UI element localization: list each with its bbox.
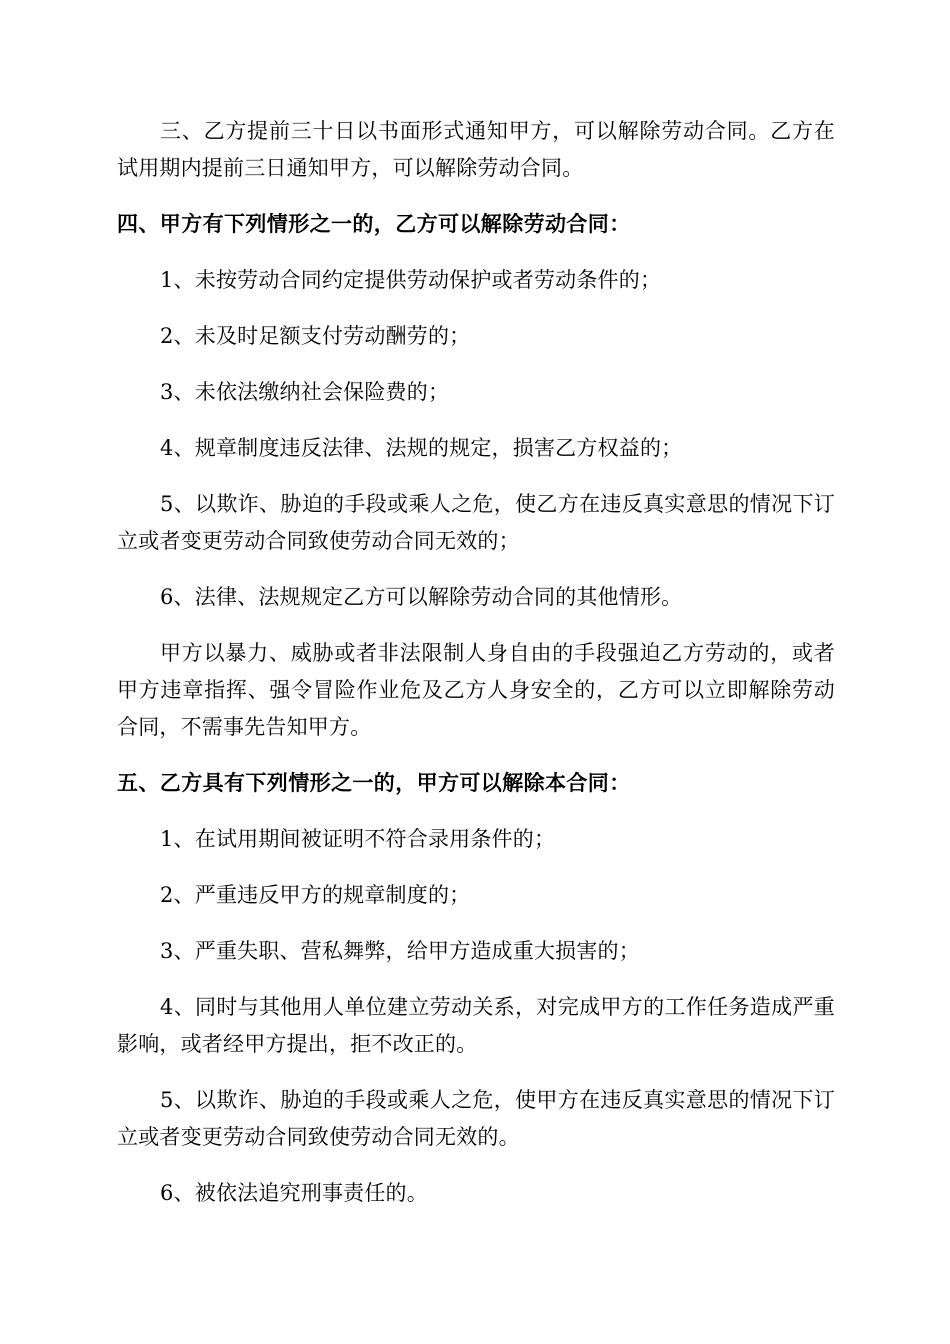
section-5-item-5: 5、以欺诈、胁迫的手段或乘人之危，使甲方在违反真实意思的情况下订立或者变更劳动合同致使劳动合同无效的。 (117, 1088, 835, 1149)
section-5-heading: 五、乙方具有下列情形之一的，甲方可以解除本合同： (117, 771, 631, 795)
section-5-item-1: 1、在试用期间被证明不符合录用条件的； (160, 827, 556, 851)
section-4-item-6: 6、法律、法规规定乙方可以解除劳动合同的其他情形。 (160, 585, 683, 609)
section-4-heading: 四、甲方有下列情形之一的，乙方可以解除劳动合同： (117, 212, 631, 236)
section-5-item-4: 4、同时与其他用人单位建立劳动关系，对完成甲方的工作任务造成严重影响，或者经甲方提出，拒不改正的。 (117, 995, 835, 1056)
section-4-item-2: 2、未及时足额支付劳动酬劳的； (160, 324, 471, 348)
section-5-item-6: 6、被依法追究刑事责任的。 (160, 1181, 428, 1205)
section-4-item-1: 1、未按劳动合同约定提供劳动保护或者劳动条件的； (160, 268, 662, 292)
section-5-item-2: 2、严重违反甲方的规章制度的； (160, 883, 471, 907)
document-body (117, 113, 835, 1212)
section-5-item-3: 3、严重失职、营私舞弊，给甲方造成重大损害的； (160, 939, 640, 963)
section-3-paragraph: 三、乙方提前三十日以书面形式通知甲方，可以解除劳动合同。乙方在试用期内提前三日通知甲方，可以解除劳动合同。 (117, 119, 835, 180)
section-4-force-paragraph: 甲方以暴力、威胁或者非法限制人身自由的手段强迫乙方劳动的，或者甲方违章指挥、强令冒险作业危及乙方人身安全的，乙方可以立即解除劳动合同，不需事先告知甲方。 (117, 641, 835, 739)
section-4-item-5: 5、以欺诈、胁迫的手段或乘人之危，使乙方在违反真实意思的情况下订立或者变更劳动合同致使劳动合同无效的； (117, 492, 835, 553)
section-4-item-4: 4、规章制度违反法律、法规的规定，损害乙方权益的； (160, 436, 683, 460)
section-4-item-3: 3、未依法缴纳社会保险费的； (160, 380, 450, 404)
